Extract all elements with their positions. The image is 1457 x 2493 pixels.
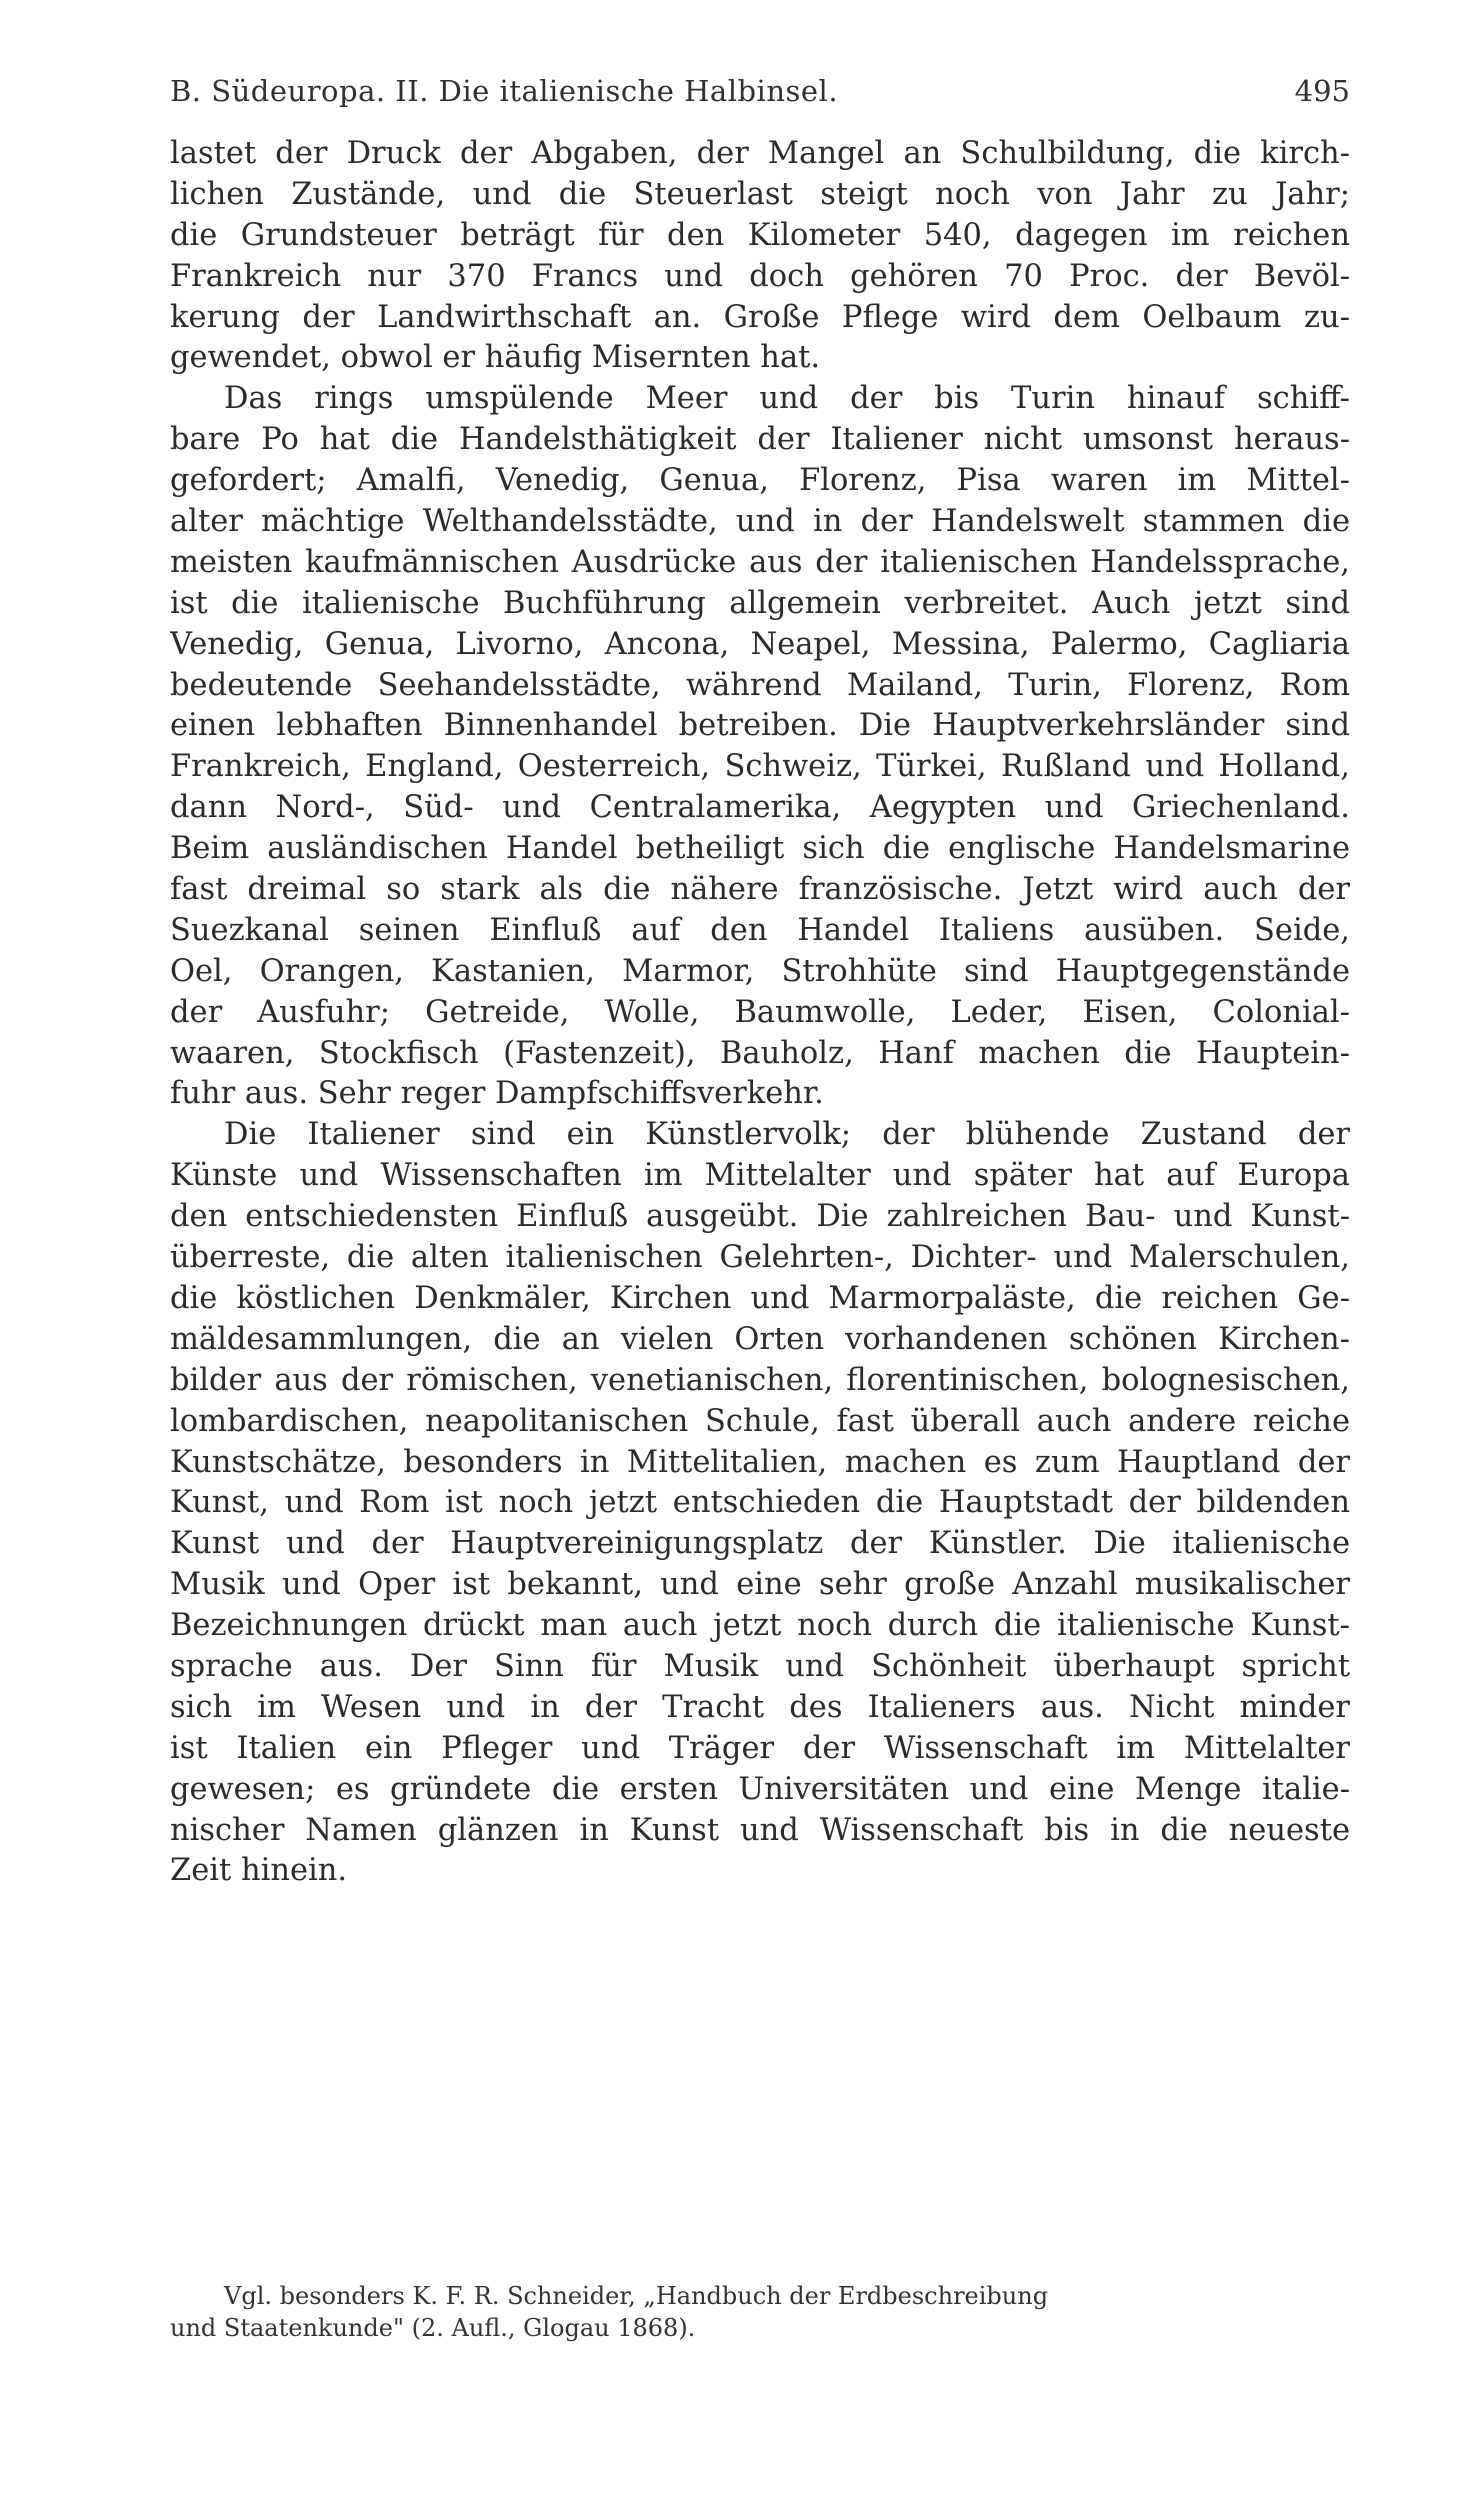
body-text: [170, 134, 1350, 1892]
text-line: Frankreich, England, Oesterreich, Schweiz, Türkei, Rußland und Holland,: [170, 749, 1350, 785]
text-line: der Ausfuhr; Getreide, Wolle, Baumwolle, Leder, Eisen, Colonial-: [170, 994, 1350, 1030]
text-line: bare Po hat die Handelsthätigkeit der Italiener nicht umsonst heraus-: [170, 422, 1350, 458]
text-line: fuhr aus. Sehr reger Dampfschiffsverkehr.: [170, 1076, 824, 1112]
text-line: kerung der Landwirthschaft an. Große Pflege wird dem Oelbaum zu-: [170, 299, 1350, 335]
text-line: fast dreimal so stark als die nähere französische. Jetzt wird auch der: [170, 872, 1350, 908]
text-line: Suezkanal seinen Einfluß auf den Handel Italiens ausüben. Seide,: [170, 912, 1350, 948]
text-line: alter mächtige Welthandelsstädte, und in der Handelswelt stammen die: [170, 504, 1350, 540]
text-line: bilder aus der römischen, venetianischen, florentinischen, bolognesischen,: [170, 1362, 1350, 1398]
text-line: die köstlichen Denkmäler, Kirchen und Marmorpaläste, die reichen Ge-: [170, 1280, 1350, 1316]
text-line: nischer Namen glänzen in Kunst und Wissenschaft bis in die neueste: [170, 1812, 1350, 1848]
text-line: ist die italienische Buchführung allgemein verbreitet. Auch jetzt sind: [170, 585, 1350, 621]
text-line: Kunst, und Rom ist noch jetzt entschieden die Hauptstadt der bildenden: [170, 1485, 1350, 1521]
text-line: gewendet, obwol er häufig Misernten hat.: [170, 340, 821, 376]
text-line: bedeutende Seehandelsstädte, während Mailand, Turin, Florenz, Rom: [170, 667, 1350, 703]
footnote: [170, 2280, 1350, 2344]
text-line: mäldesammlungen, die an vielen Orten vorhandenen schönen Kirchen-: [170, 1321, 1350, 1357]
text-line: lastet der Druck der Abgaben, der Mangel an Schulbildung, die kirch-: [170, 136, 1350, 171]
text-line: meisten kaufmännischen Ausdrücke aus der italienischen Handelssprache,: [170, 544, 1350, 580]
page-number: 495: [1294, 74, 1350, 108]
text-line: Die Italiener sind ein Künstlervolk; der blühende Zustand der: [224, 1117, 1350, 1153]
footnote-line: Vgl. besonders K. F. R. Schneider, „Handbuch der Erdbeschreibung: [224, 2282, 1049, 2310]
text-line: Oel, Orangen, Kastanien, Marmor, Strohhüte sind Hauptgegenstände: [170, 953, 1350, 989]
text-line: sprache aus. Der Sinn für Musik und Schönheit überhaupt spricht: [170, 1648, 1350, 1684]
text-line: Zeit hinein.: [170, 1853, 348, 1889]
text-line: einen lebhaften Binnenhandel betreiben. Die Hauptverkehrsländer sind: [170, 708, 1350, 744]
text-line: die Grundsteuer beträgt für den Kilometer 540, dagegen im reichen: [170, 217, 1350, 253]
text-line: dann Nord-, Süd- und Centralamerika, Aegypten und Griechenland.: [170, 790, 1350, 826]
text-line: Frankreich nur 370 Francs und doch gehören 70 Proc. der Bevöl-: [170, 258, 1350, 294]
text-line: lombardischen, neapolitanischen Schule, fast überall auch andere reiche: [170, 1403, 1350, 1439]
text-line: waaren, Stockfisch (Fastenzeit), Bauholz, Hanf machen die Hauptein-: [170, 1035, 1350, 1071]
running-title: B. Südeuropa. II. Die italienische Halbinsel.: [170, 74, 839, 108]
text-line: lichen Zustände, und die Steuerlast steigt noch von Jahr zu Jahr;: [170, 176, 1350, 212]
text-line: sich im Wesen und in der Tracht des Italieners aus. Nicht minder: [170, 1689, 1350, 1725]
text-line: Venedig, Genua, Livorno, Ancona, Neapel, Messina, Palermo, Cagliaria: [170, 626, 1350, 662]
text-line: gewesen; es gründete die ersten Universitäten und eine Menge italie-: [170, 1771, 1350, 1807]
text-line: Das rings umspülende Meer und der bis Turin hinauf schiff-: [224, 381, 1350, 417]
text-line: gefordert; Amalfi, Venedig, Genua, Florenz, Pisa waren im Mittel-: [170, 463, 1350, 499]
text-line: Bezeichnungen drückt man auch jetzt noch durch die italienische Kunst-: [170, 1608, 1350, 1644]
text-line: Kunstschätze, besonders in Mittelitalien, machen es zum Hauptland der: [170, 1444, 1350, 1480]
text-line: überreste, die alten italienischen Gelehrten-, Dichter- und Malerschulen,: [170, 1240, 1350, 1276]
footnote-line: und Staatenkunde" (2. Aufl., Glogau 1868).: [170, 2314, 696, 2342]
text-line: den entschiedensten Einfluß ausgeübt. Die zahlreichen Bau- und Kunst-: [170, 1199, 1350, 1235]
text-line: Künste und Wissenschaften im Mittelalter und später hat auf Europa: [170, 1158, 1350, 1194]
running-header: [170, 74, 1350, 114]
text-line: Musik und Oper ist bekannt, und eine sehr große Anzahl musikalischer: [170, 1567, 1350, 1603]
text-line: Kunst und der Hauptvereinigungsplatz der Künstler. Die italienische: [170, 1526, 1350, 1562]
text-line: Beim ausländischen Handel betheiligt sich die englische Handelsmarine: [170, 831, 1350, 867]
text-line: ist Italien ein Pfleger und Träger der Wissenschaft im Mittelalter: [170, 1730, 1350, 1766]
